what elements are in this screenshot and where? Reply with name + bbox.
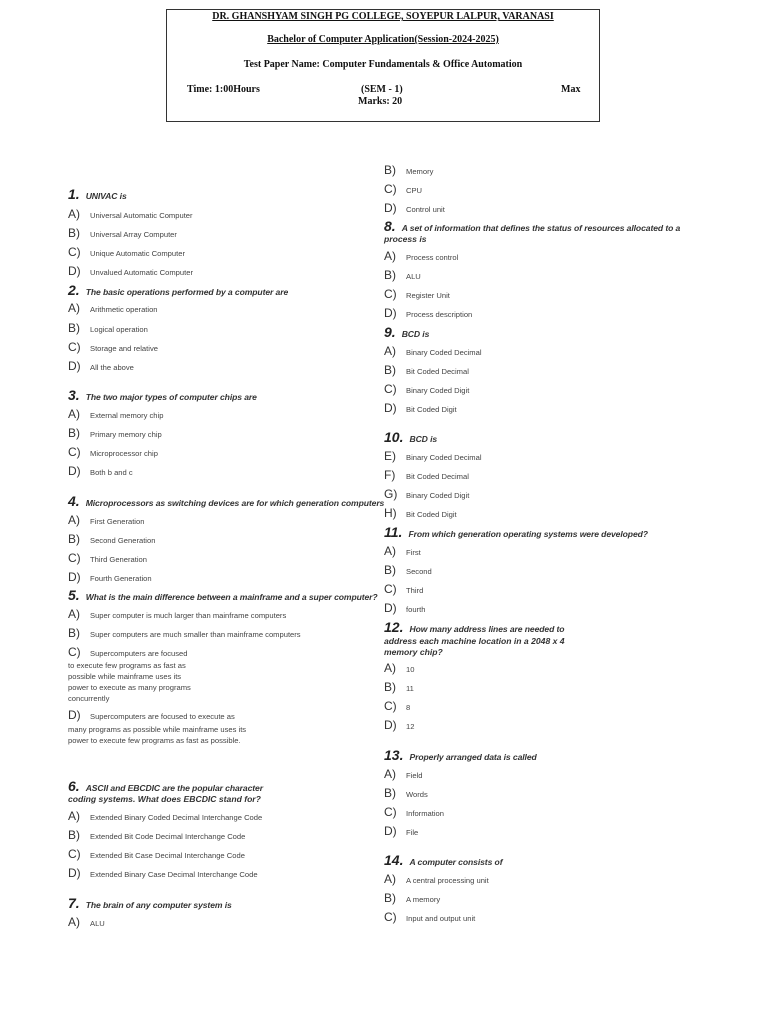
option: D) Process description [384,306,473,320]
option: D) Both b and c [68,464,133,478]
option: B) Second Generation [68,532,156,546]
option: B) Second [384,563,432,577]
option: H) Bit Coded Digit [384,506,457,520]
option: D) All the above [68,359,134,373]
time-label: Time: 1:00Hours [187,84,260,95]
option: E) Binary Coded Decimal [384,449,482,463]
option: C) Third Generation [68,551,147,565]
question-10: 10. BCD is [384,429,438,445]
question-1 [68,186,127,204]
option: D) 12 [384,718,415,732]
option: B) Memory [384,163,434,177]
question-9: 9. BCD is [384,324,430,340]
option: A) Process control [384,249,459,263]
option: C) Information [384,805,444,819]
option: A) First Generation [68,513,145,527]
option: B) 11 [384,680,414,694]
option: C) 8 [384,699,411,713]
option: A) Arithmetic operation [68,301,158,315]
question-text: UNIVAC is [85,191,127,201]
option: A) ALU [68,915,105,929]
question-8: 8. A set of information that defines the status of resources allocated to a [384,218,681,234]
option: B) Super computers are much smaller than mainframe computers [68,626,301,640]
option-continuation: many programs as possible while mainframe uses its power to execute few programs as fast as possible. [68,725,247,745]
question-text-line2: process is [384,234,427,244]
option: C) Input and output unit [384,910,476,924]
question-12: 12. How many address lines are needed to [384,619,565,635]
question-6: 6. ASCII and EBCDIC are the popular character [68,778,263,794]
option: A) Field [384,767,423,781]
option: D) Unvalued Automatic Computer [68,264,193,278]
marks-label: Marks: 20 [358,96,403,107]
option: D) Bit Coded Digit [384,401,457,415]
option: C) Register Unit [384,287,450,301]
question-11: 11. From which generation operating systems were developed? [384,524,648,540]
option: A) Extended Binary Coded Decimal Interchange Code [68,809,263,823]
course-name: Bachelor of Computer Application(Session-2024-2025) [267,34,499,45]
max-label: Max [561,84,581,95]
question-4: 4. Microprocessors as switching devices are for which generation computers [68,493,385,509]
option: A) Super computer is much larger than mainframe computers [68,607,287,621]
option: C) Supercomputers are focused [68,645,188,659]
option: D) Extended Binary Case Decimal Interchange Code [68,866,258,880]
sem-label: (SEM - 1) [361,84,403,95]
option: D) File [384,824,419,838]
college-name: DR. GHANSHYAM SINGH PG COLLEGE, SOYEPUR LALPUR, VARANASI [212,11,554,22]
option: A) First [384,544,421,558]
option: C) Extended Bit Case Decimal Interchange Code [68,847,245,861]
question-text-line2: coding systems. What does EBCDIC stand for? [68,794,261,804]
option: D) Control unit [384,201,445,215]
option: C) CPU [384,182,423,196]
question-13: 13. Properly arranged data is called [384,747,537,763]
option: F) Bit Coded Decimal [384,468,469,482]
question-number: 1. [68,186,80,202]
option: A) Binary Coded Decimal [384,344,482,358]
header-box [166,9,600,122]
option: B) A memory [384,891,441,905]
option: A) External memory chip [68,407,164,421]
option: B) Extended Bit Code Decimal Interchange Code [68,828,246,842]
option: D) Fourth Generation [68,570,152,584]
option: B) Universal Array Computer [68,226,177,240]
option: B) Primary memory chip [68,426,162,440]
option: C) Microprocessor chip [68,445,158,459]
question-7: 7. The brain of any computer system is [68,895,232,911]
option: C) Third [384,582,424,596]
question-text-line2: address each machine location in a 2048 x 4 memory chip? [384,636,565,657]
option: C) Unique Automatic Computer [68,245,185,259]
option: C) Binary Coded Digit [384,382,470,396]
option: A) A central processing unit [384,872,489,886]
question-5: 5. What is the main difference between a mainframe and a super computer? [68,587,378,603]
option: G) Binary Coded Digit [384,487,470,501]
option-continuation: to execute few programs as fast as possible while mainframe uses its power to execute as many programs concurrently [68,661,191,703]
option: D) fourth [384,601,426,615]
option: B) ALU [384,268,421,282]
option: B) Words [384,786,428,800]
paper-name: Test Paper Name: Computer Fundamentals & Office Automation [243,59,523,70]
question-2: 2. The basic operations performed by a computer are [68,282,289,298]
option: B) Logical operation [68,321,148,335]
question-3: 3. The two major types of computer chips are [68,387,257,403]
question-14: 14. A computer consists of [384,852,503,868]
option: D) Supercomputers are focused to execute as [68,708,235,722]
option: C) Storage and relative [68,340,158,354]
option: A) 10 [384,661,415,675]
option: B) Bit Coded Decimal [384,363,469,377]
option: A) Universal Automatic Computer [68,207,193,221]
